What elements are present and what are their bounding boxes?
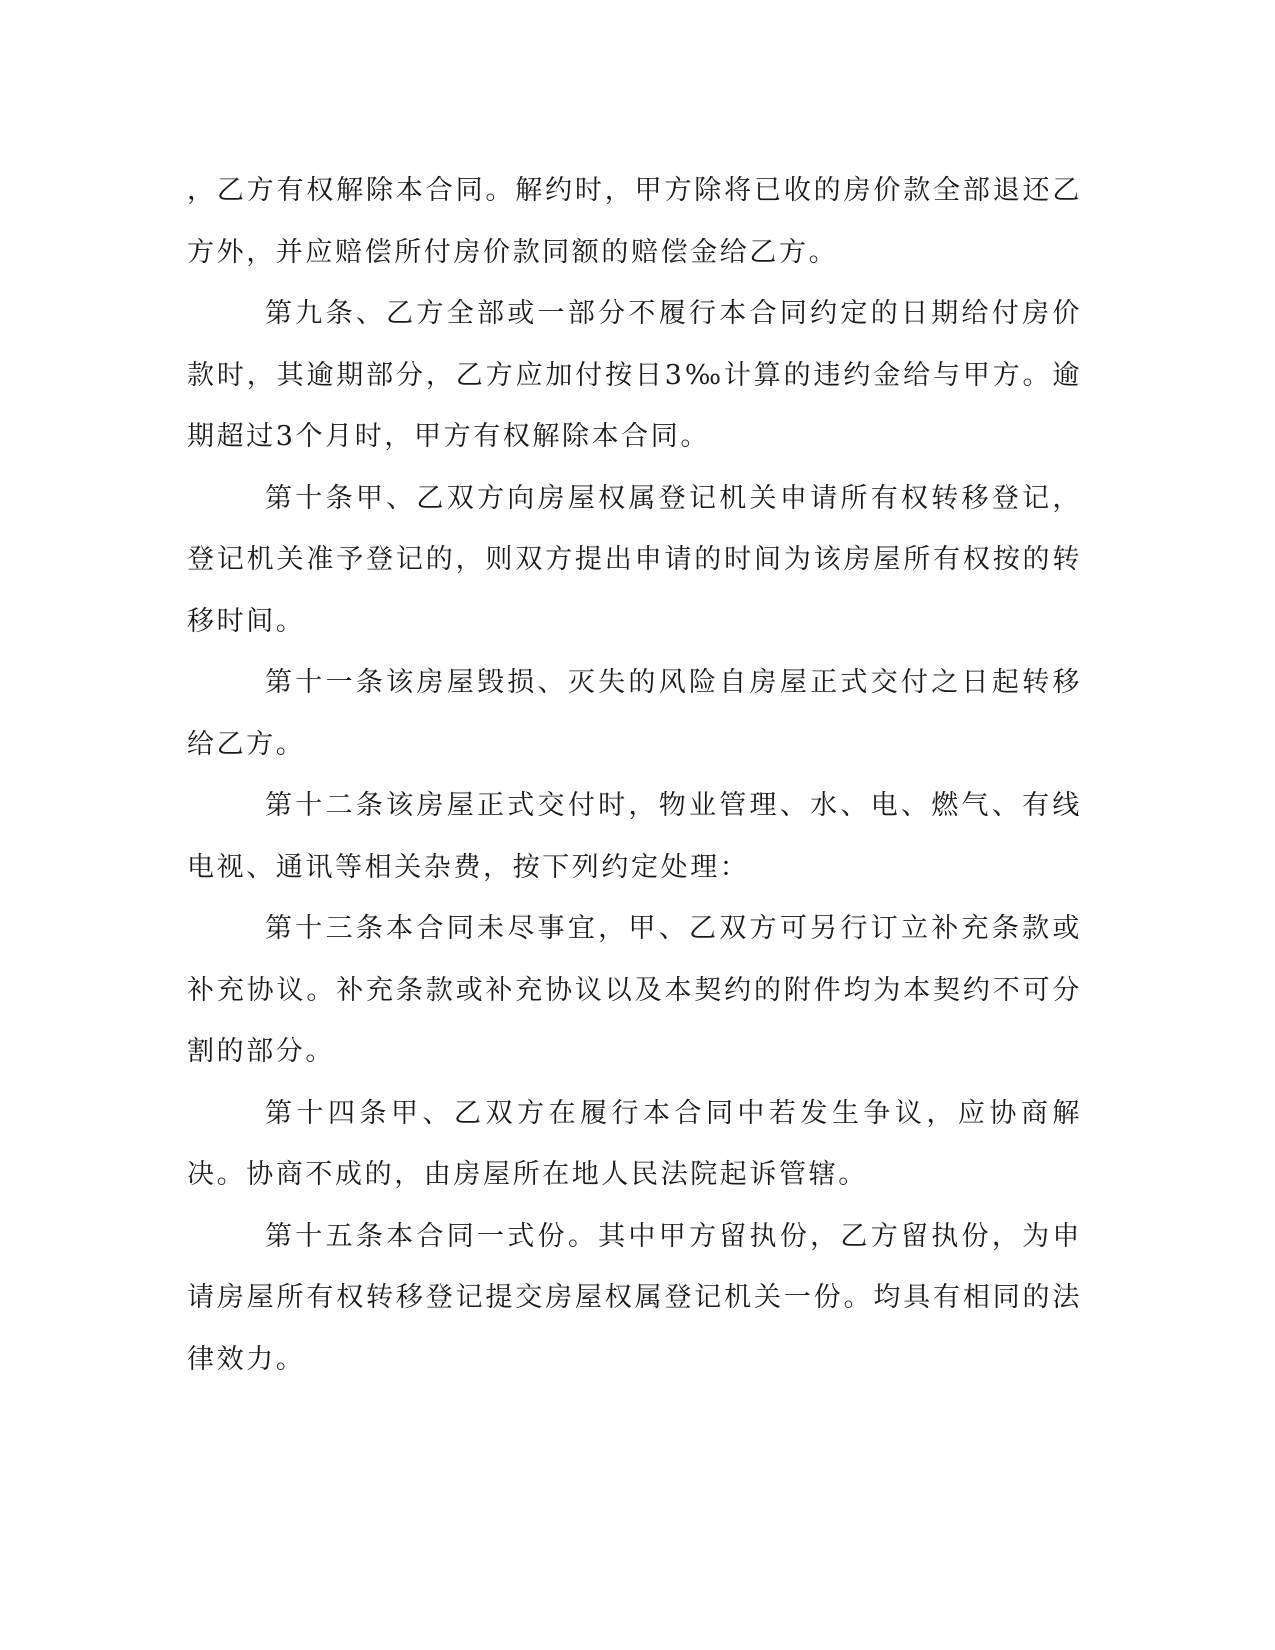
- article-10: 第十条甲、乙双方向房屋权属登记机关申请所有权转移登记，登记机关准予登记的，则双方提出申请的时间为该房屋所有权按的转移时间。: [187, 482, 1082, 637]
- article-11: 第十一条该房屋毁损、灭失的风险自房屋正式交付之日起转移给乙方。: [187, 667, 1082, 760]
- article-12: 第十二条该房屋正式交付时，物业管理、水、电、燃气、有线电视、通讯等相关杂费，按下列约定处理：: [187, 790, 1082, 883]
- article-13: 第十三条本合同未尽事宜，甲、乙双方可另行订立补充条款或补充协议。补充条款或补充协议以及本契约的附件均为本契约不可分割的部分。: [187, 913, 1082, 1067]
- paragraph-continuation: ，乙方有权解除本合同。解约时，甲方除将已收的房价款全部退还乙方外，并应赔偿所付房价款同额的赔偿金给乙方。: [187, 175, 1082, 268]
- article-9: 第九条、乙方全部或一部分不履行本合同约定的日期给付房价款时，其逾期部分，乙方应加付按日3‰计算的违约金给与甲方。逾期超过3个月时，甲方有权解除本合同。: [187, 298, 1082, 452]
- article-15: 第十五条本合同一式份。其中甲方留执份，乙方留执份，为申请房屋所有权转移登记提交房屋权属登记机关一份。均具有相同的法律效力。: [187, 1220, 1082, 1375]
- document-body: [187, 160, 1082, 1390]
- article-14: 第十四条甲、乙双方在履行本合同中若发生争议，应协商解决。协商不成的，由房屋所在地人民法院起诉管辖。: [187, 1097, 1082, 1190]
